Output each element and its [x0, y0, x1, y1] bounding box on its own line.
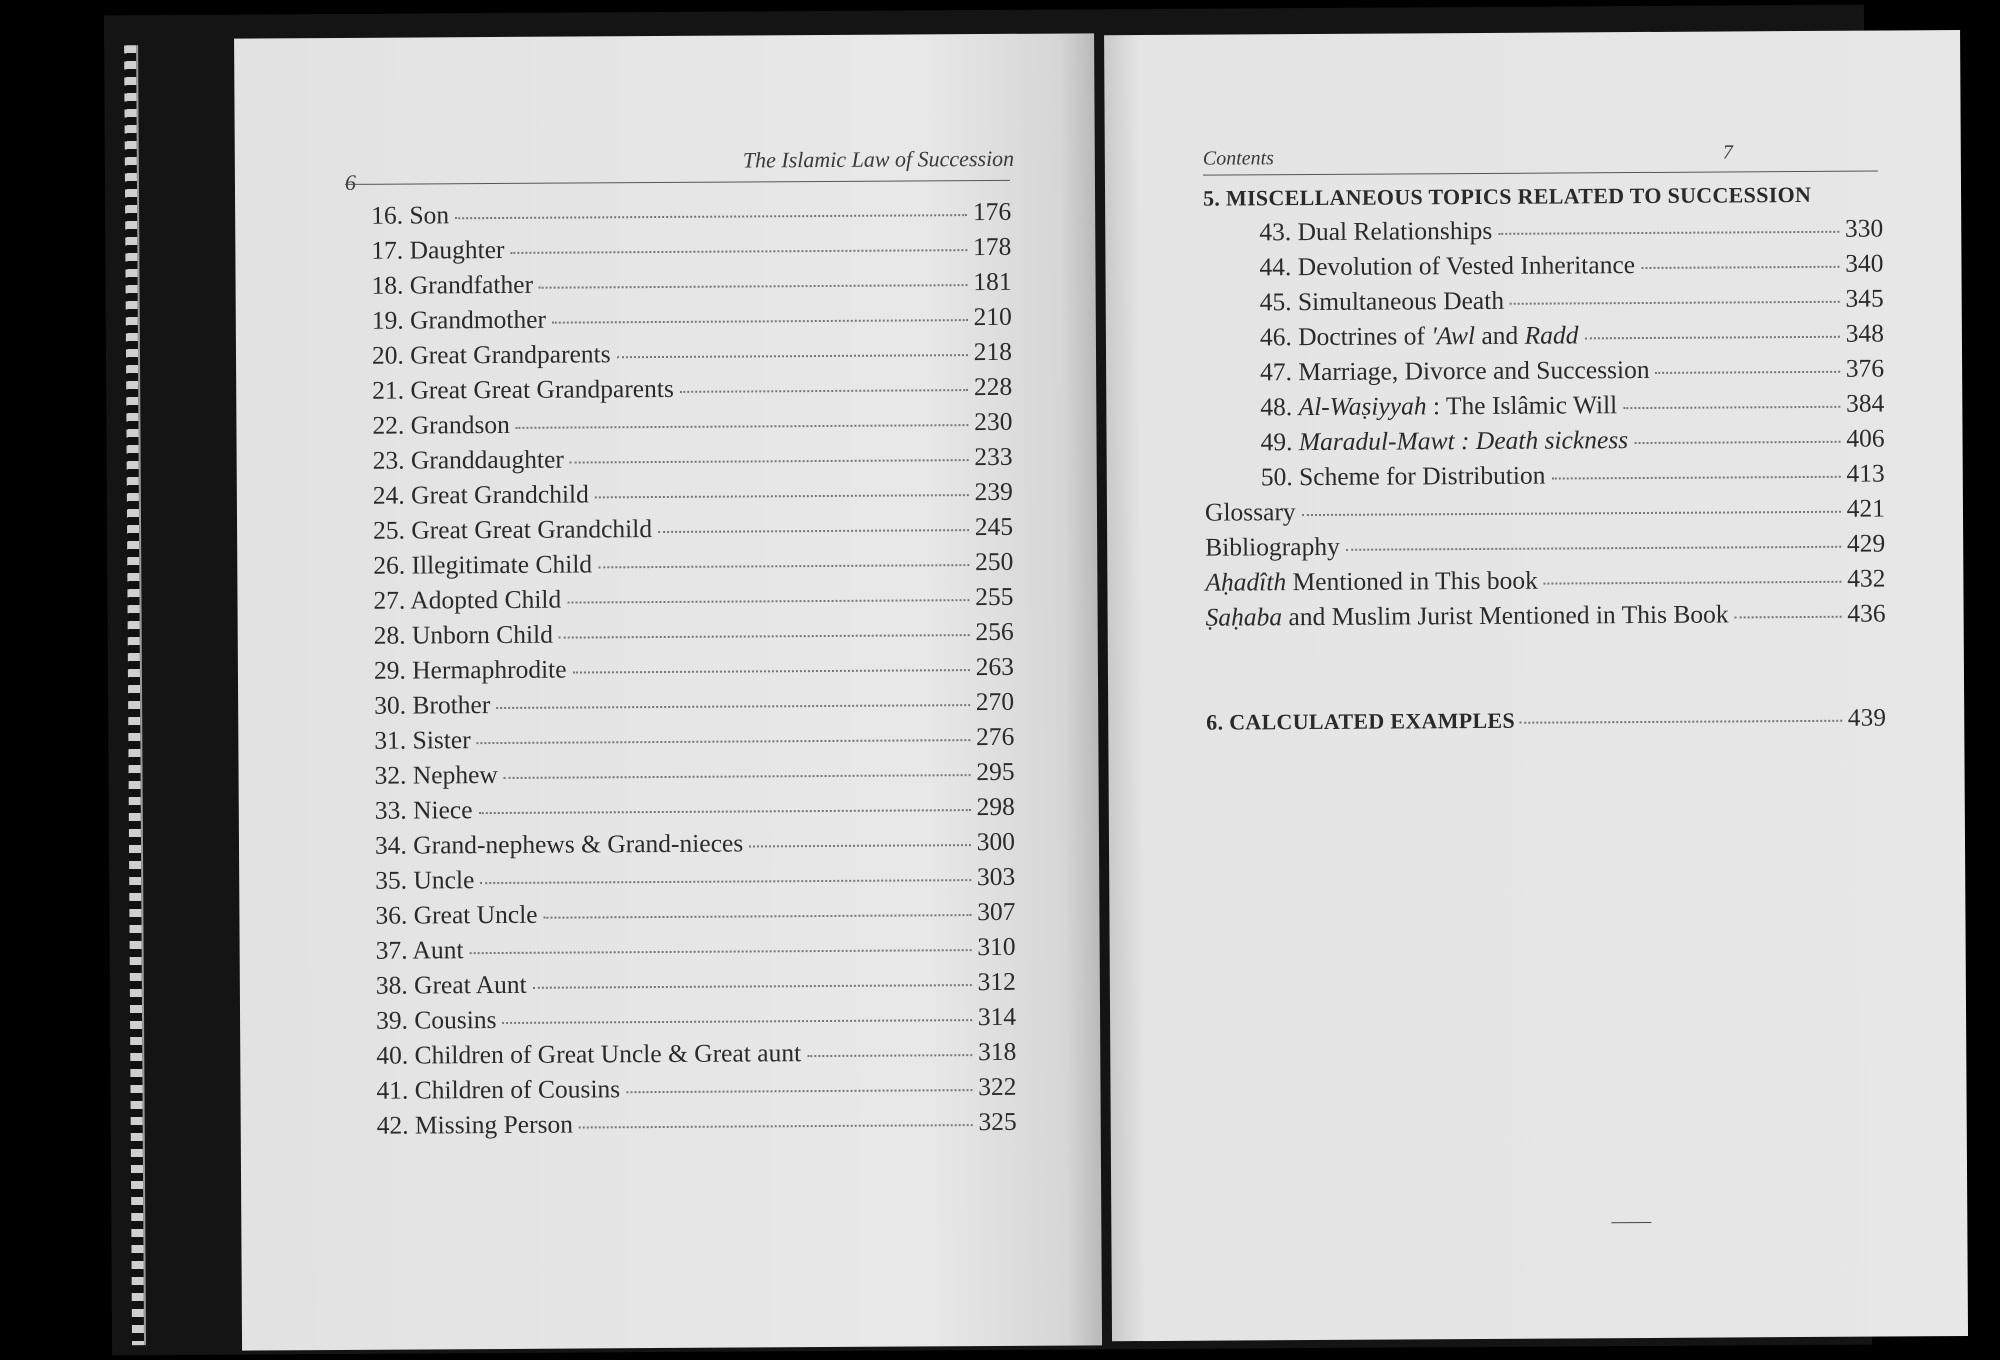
- toc-entry-page: 312: [977, 966, 1016, 997]
- right-toc-list: [1259, 211, 1885, 495]
- toc-entry-title: 24. Great Grandchild: [372, 479, 589, 510]
- toc-entry-page: 176: [972, 196, 1012, 227]
- left-header-rule: [345, 180, 1010, 185]
- toc-entry-title: 33. Niece: [374, 795, 473, 825]
- dot-leader: [598, 563, 969, 568]
- toc-entry-title: 38. Great Aunt: [375, 969, 527, 1000]
- toc-entry: [376, 1069, 1016, 1108]
- dot-leader: [573, 668, 970, 673]
- toc-entry: [375, 789, 1015, 828]
- right-header-rule: [1203, 171, 1878, 176]
- toc-entry: [1260, 351, 1884, 390]
- toc-entry-page: 345: [1845, 283, 1884, 313]
- toc-entry-page: 429: [1846, 528, 1886, 558]
- dot-leader: [477, 738, 970, 744]
- toc-entry: [1261, 456, 1885, 495]
- toc-entry-title: 46. Doctrines of 'Awl and Radd: [1259, 320, 1579, 352]
- toc-entry-page: 210: [973, 301, 1012, 332]
- toc-entry: [1260, 281, 1884, 320]
- toc-entry-page: 432: [1847, 563, 1886, 593]
- dot-leader: [1519, 719, 1842, 724]
- right-page-number: 7: [1722, 141, 1733, 164]
- dot-leader: [469, 948, 971, 954]
- dot-leader: [1634, 440, 1840, 444]
- dot-leader: [479, 808, 971, 814]
- toc-entry-title: 49. Maradul-Mawt : Death sickness: [1260, 425, 1629, 457]
- toc-entry: [376, 929, 1016, 968]
- toc-entry: [373, 474, 1013, 513]
- toc-entry: [1205, 561, 1885, 600]
- dot-leader: [544, 913, 972, 919]
- decorative-dash: [1611, 1222, 1651, 1223]
- toc-entry-title: 18. Grandfather: [371, 269, 534, 300]
- section-6-title: 6. CALCULATED EXAMPLES: [1206, 707, 1516, 735]
- toc-entry-title: 34. Grand-nephews & Grand-nieces: [374, 828, 744, 860]
- toc-entry-page: 348: [1845, 318, 1884, 348]
- toc-entry-page: 421: [1846, 493, 1886, 523]
- toc-entry-title: Glossary: [1204, 497, 1296, 527]
- dot-leader: [511, 248, 968, 254]
- toc-entry-page: 256: [975, 616, 1014, 647]
- section-6-entry: [1206, 701, 1886, 740]
- toc-entry-title: 37. Aunt: [375, 935, 464, 965]
- dot-leader: [552, 318, 968, 324]
- toc-entry-page: 245: [974, 511, 1014, 542]
- toc-entry: [372, 334, 1012, 373]
- toc-entry-page: 330: [1844, 213, 1884, 243]
- dot-leader: [480, 878, 971, 884]
- dot-leader: [626, 1088, 972, 1093]
- toc-entry: [373, 439, 1013, 478]
- dot-leader: [1346, 545, 1841, 551]
- toc-entry-title: 36. Great Uncle: [375, 899, 538, 930]
- toc-entry-page: 340: [1845, 248, 1884, 278]
- toc-entry: [374, 614, 1014, 653]
- back-matter-list: [1205, 491, 1886, 635]
- dot-leader: [595, 493, 969, 498]
- toc-entry-title: Ṣaḥaba and Muslim Jurist Mentioned in This Book: [1205, 599, 1729, 632]
- toc-entry: [374, 754, 1014, 793]
- toc-entry-page: 325: [978, 1106, 1017, 1137]
- dot-leader: [1302, 510, 1841, 516]
- toc-entry-page: 384: [1845, 388, 1885, 418]
- dot-leader: [1641, 265, 1839, 269]
- toc-entry: [375, 859, 1015, 898]
- toc-entry: [372, 369, 1012, 408]
- dot-leader: [533, 983, 972, 989]
- toc-entry-title: 45. Simultaneous Death: [1259, 285, 1505, 317]
- dot-leader: [1623, 405, 1840, 409]
- dot-leader: [516, 423, 968, 429]
- toc-entry-page: 314: [977, 1001, 1017, 1032]
- spiral-binding: [124, 45, 146, 1345]
- toc-entry-page: 239: [974, 476, 1013, 507]
- dot-leader: [503, 1018, 972, 1024]
- toc-entry-title: Bibliography: [1205, 531, 1340, 562]
- dot-leader: [749, 843, 971, 847]
- toc-entry-page: 228: [973, 371, 1013, 402]
- toc-entry-page: 298: [976, 791, 1015, 822]
- toc-entry-title: 20. Great Grandparents: [371, 339, 611, 370]
- toc-entry: [1260, 316, 1884, 355]
- toc-entry-title: 32. Nephew: [374, 759, 498, 790]
- toc-entry: [371, 194, 1011, 233]
- toc-entry-title: 31. Sister: [374, 725, 471, 755]
- dot-leader: [579, 1123, 973, 1128]
- toc-entry-page: 255: [975, 581, 1014, 612]
- toc-entry-title: 40. Children of Great Uncle & Great aunt: [376, 1038, 802, 1070]
- toc-entry-title: 22. Grandson: [372, 409, 510, 440]
- dot-leader: [455, 213, 967, 219]
- toc-entry-title: 16. Son: [371, 200, 450, 230]
- toc-entry: [373, 544, 1013, 583]
- toc-entry-title: 26. Illegitimate Child: [373, 549, 593, 580]
- section-6-page: 439: [1847, 704, 1887, 732]
- toc-entry-title: 50. Scheme for Distribution: [1260, 460, 1546, 492]
- dot-leader: [1735, 615, 1842, 619]
- dot-leader: [1584, 335, 1839, 340]
- toc-entry-page: 181: [973, 266, 1012, 297]
- toc-entry: [1206, 596, 1886, 635]
- dot-leader: [1656, 370, 1840, 374]
- toc-entry-title: 29. Hermaphrodite: [373, 654, 567, 685]
- toc-entry-title: 48. Al-Waṣiyyah : The Islâmic Will: [1260, 390, 1618, 422]
- toc-entry: [373, 579, 1013, 618]
- toc-entry-page: 270: [975, 686, 1015, 717]
- dot-leader: [807, 1053, 972, 1057]
- toc-entry-title: 17. Daughter: [371, 234, 505, 265]
- toc-entry-page: 178: [973, 231, 1012, 262]
- dot-leader: [680, 388, 968, 393]
- toc-entry-title: 44. Devolution of Vested Inheritance: [1259, 250, 1636, 282]
- toc-entry: [371, 264, 1011, 303]
- dot-leader: [559, 633, 970, 639]
- toc-entry: [372, 404, 1012, 443]
- toc-entry: [374, 649, 1014, 688]
- toc-entry-page: 310: [977, 931, 1016, 962]
- toc-entry: [377, 1104, 1017, 1143]
- toc-entry-page: 318: [977, 1036, 1017, 1067]
- toc-entry-title: 30. Brother: [374, 690, 491, 720]
- toc-entry: [374, 684, 1014, 723]
- left-toc-list: [371, 194, 1017, 1143]
- toc-entry: [1205, 491, 1885, 530]
- toc-entry: [372, 299, 1012, 338]
- right-running-head: Contents: [1202, 147, 1275, 170]
- section-5-heading: 5. MISCELLANEOUS TOPICS RELATED TO SUCCESSION: [1202, 181, 1812, 211]
- toc-entry-page: 233: [974, 441, 1013, 472]
- toc-entry-page: 276: [976, 721, 1015, 752]
- toc-entry: [1205, 526, 1885, 565]
- toc-entry-page: 303: [976, 861, 1016, 892]
- left-page: [234, 33, 1102, 1350]
- toc-entry: [375, 894, 1015, 933]
- dot-leader: [504, 773, 971, 779]
- toc-entry-title: 42. Missing Person: [376, 1109, 574, 1140]
- toc-entry-page: 322: [978, 1071, 1017, 1102]
- dot-leader: [1551, 475, 1840, 480]
- dot-leader: [567, 598, 969, 603]
- toc-entry: [376, 999, 1016, 1038]
- toc-entry: [374, 719, 1014, 758]
- dot-leader: [658, 528, 969, 533]
- toc-entry-title: Aḥadîth Mentioned in This book: [1205, 565, 1538, 597]
- toc-entry-title: 43. Dual Relationships: [1259, 215, 1493, 247]
- toc-entry: [376, 964, 1016, 1003]
- dot-leader: [496, 703, 970, 709]
- toc-entry-title: 27. Adopted Child: [373, 584, 562, 615]
- toc-entry: [371, 229, 1011, 268]
- dot-leader: [617, 353, 968, 358]
- toc-entry-page: 413: [1846, 458, 1885, 488]
- left-page-number: 6: [344, 169, 357, 195]
- toc-entry: [1260, 421, 1884, 460]
- toc-entry-title: 47. Marriage, Divorce and Succession: [1260, 354, 1650, 387]
- toc-entry-title: 19. Grandmother: [371, 304, 547, 335]
- toc-entry-title: 21. Great Great Grandparents: [372, 373, 674, 405]
- toc-entry: [376, 1034, 1016, 1073]
- toc-entry: [375, 824, 1015, 863]
- toc-entry-title: 39. Cousins: [375, 1005, 497, 1035]
- toc-entry-title: 41. Children of Cousins: [376, 1074, 621, 1105]
- toc-entry-page: 307: [977, 896, 1016, 927]
- right-page: [1104, 30, 1968, 1341]
- dot-leader: [539, 283, 967, 289]
- toc-entry: [1259, 246, 1883, 285]
- toc-entry-page: 406: [1846, 423, 1885, 453]
- toc-entry-page: 376: [1845, 353, 1885, 383]
- toc-entry-title: 35. Uncle: [375, 865, 475, 895]
- toc-entry-title: 28. Unborn Child: [373, 619, 554, 650]
- toc-entry: [1260, 386, 1884, 425]
- dot-leader: [1498, 230, 1839, 235]
- toc-entry-page: 295: [976, 756, 1015, 787]
- toc-entry-page: 263: [975, 651, 1015, 682]
- open-book: [104, 5, 1887, 1356]
- left-running-head: The Islamic Law of Succession: [742, 145, 1015, 173]
- toc-entry-page: 230: [974, 406, 1013, 437]
- toc-entry-title: 23. Granddaughter: [372, 444, 564, 475]
- toc-entry-title: 25. Great Great Grandchild: [372, 514, 653, 545]
- toc-entry-page: 300: [976, 826, 1016, 857]
- toc-entry: [373, 509, 1013, 548]
- toc-entry-page: 250: [974, 546, 1014, 577]
- toc-entry-page: 436: [1847, 598, 1886, 628]
- toc-entry: [1259, 211, 1883, 250]
- dot-leader: [1544, 580, 1841, 585]
- dot-leader: [1510, 300, 1839, 305]
- toc-entry-page: 218: [973, 336, 1013, 367]
- dot-leader: [570, 458, 969, 463]
